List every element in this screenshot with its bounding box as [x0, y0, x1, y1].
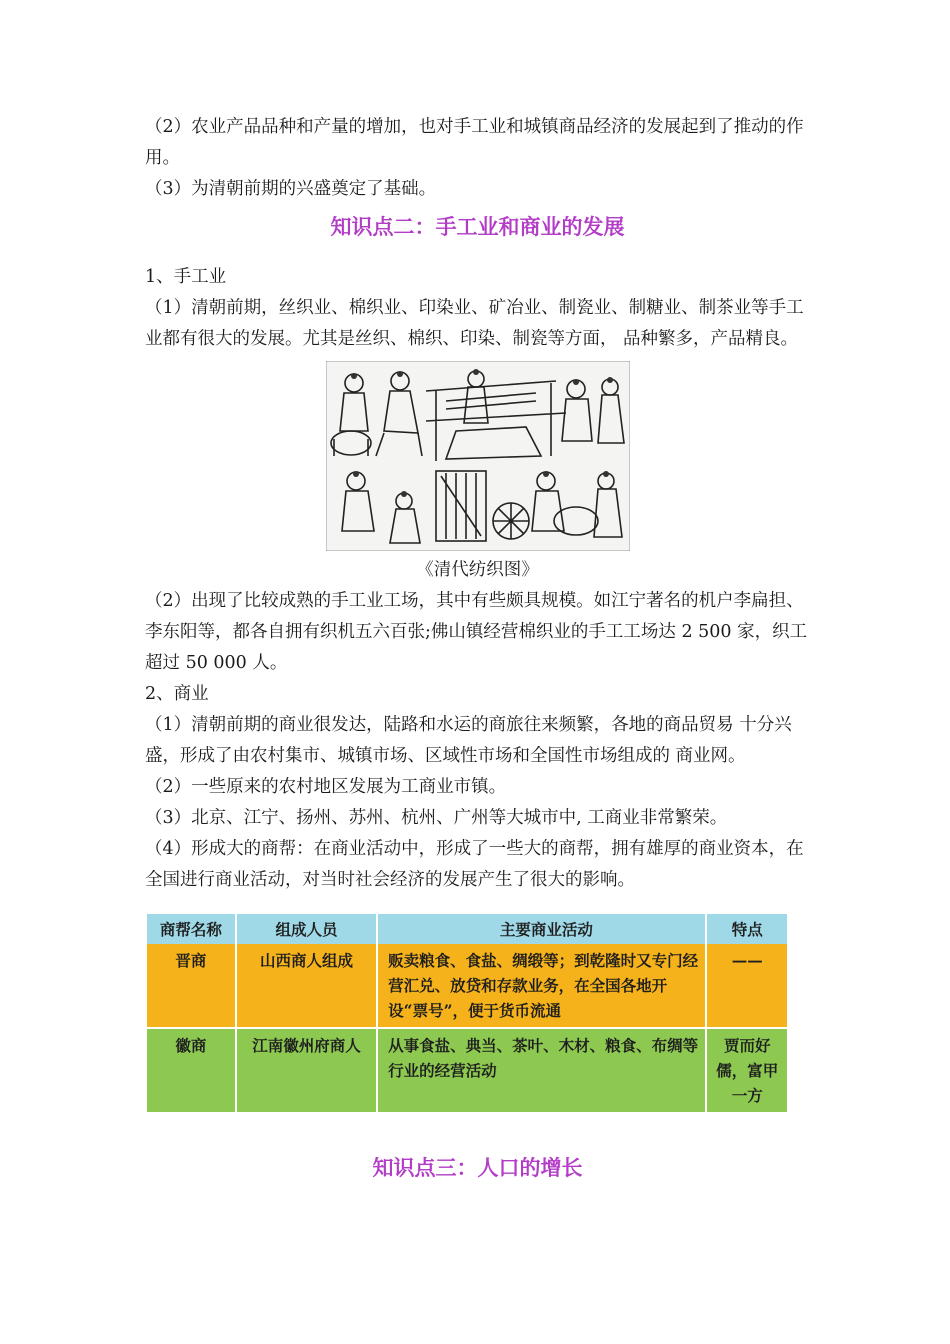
table-row: [147, 1028, 788, 1112]
table-header-row: [147, 914, 788, 944]
cell-activities: 从事食盐、典当、茶叶、木材、粮食、布绸等行业的经营活动: [377, 1028, 706, 1112]
handicraft-title: 1、手工业: [145, 267, 227, 287]
figure-caption: 《清代纺织图》: [416, 560, 539, 580]
cell-activities: 贩卖粮食、食盐、绸缎等；到乾隆时又专门经营汇兑、放贷和存款业务，在全国各地开设“票号”，便于货币流通: [377, 944, 706, 1028]
merchant-guild-table: [147, 914, 789, 1112]
commerce-paragraph-2: （2）一些原来的农村地区发展为工商业市镇。: [145, 777, 507, 797]
weaving-drawing: [326, 361, 630, 551]
commerce-paragraph-1: （1）清朝前期的商业很发达，陆路和水运的商旅往来频繁，各地的商品贸易 十分兴盛，形成了由农村集市、城镇市场、区域性市场和全国性市场组成的 商业网。: [145, 715, 792, 766]
section3-heading: 知识点三：人口的增长: [372, 1155, 583, 1180]
section2-heading: 知识点二：手工业和商业的发展: [330, 214, 625, 239]
commerce-paragraph-3: （3）北京、江宁、扬州、苏州、杭州、广州等大城市中, 工商业非常繁荣。: [145, 808, 728, 828]
header-members: 组成人员: [236, 914, 377, 944]
cell-members: 江南徽州府商人: [236, 1028, 377, 1112]
header-guild-name: 商帮名称: [147, 914, 236, 944]
document-page: [145, 112, 810, 1183]
table-row: [147, 944, 788, 1028]
commerce-title: 2、商业: [145, 684, 209, 704]
weaving-illustration: [145, 361, 810, 551]
header-trait: 特点: [706, 914, 788, 944]
header-activities: 主要商业活动: [377, 914, 706, 944]
cell-members: 山西商人组成: [236, 944, 377, 1028]
cell-guild-name: 晋商: [147, 944, 236, 1028]
intro-paragraph-2: （2）农业产品品种和产量的增加，也对手工业和城镇商品经济的发展起到了推动的作用。: [145, 117, 804, 168]
intro-paragraph-3: （3）为清朝前期的兴盛奠定了基础。: [145, 179, 437, 199]
cell-guild-name: 徽商: [147, 1028, 236, 1112]
cell-trait: ——: [706, 944, 788, 1028]
handicraft-paragraph-1: （1）清朝前期，丝织业、棉织业、印染业、矿冶业、制瓷业、制糖业、制茶业等手工业都有很大的发展。尤其是丝织、棉织、印染、制瓷等方面， 品种繁多，产品精良。: [145, 298, 804, 349]
cell-trait: 贾而好儒，富甲一方: [706, 1028, 788, 1112]
commerce-paragraph-4: （4）形成大的商帮：在商业活动中，形成了一些大的商帮，拥有雄厚的商业资本，在全国进行商业活动，对当时社会经济的发展产生了很大的影响。: [145, 839, 804, 890]
handicraft-paragraph-2: （2）出现了比较成熟的手工业工场，其中有些颇具规模。如江宁著名的机户李扁担、 李东阳等，都各自拥有织机五六百张;佛山镇经营棉织业的手工工场达 2 500 家，织工超过 50 000 人。: [145, 591, 808, 673]
